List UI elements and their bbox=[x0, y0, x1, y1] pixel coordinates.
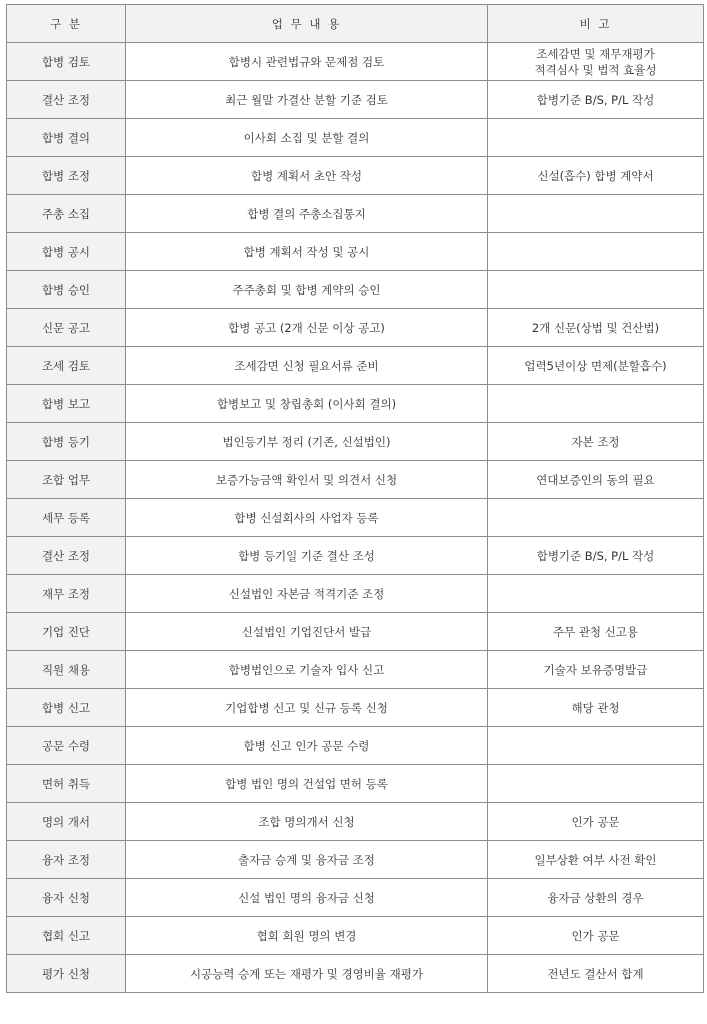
row-note-line: 기술자 보유증명발급 bbox=[543, 662, 648, 677]
row-category: 융자 신청 bbox=[7, 879, 126, 917]
row-category: 합병 조정 bbox=[7, 157, 126, 195]
row-work: 합병시 관련법규와 문제점 검토 bbox=[126, 43, 488, 81]
row-note-line: 전년도 결산서 합계 bbox=[547, 966, 644, 981]
row-note bbox=[488, 119, 704, 157]
header-category: 구 분 bbox=[7, 5, 126, 43]
row-category: 주총 소집 bbox=[7, 195, 126, 233]
table-row bbox=[7, 233, 704, 271]
table-row bbox=[7, 309, 704, 347]
row-note-line: 자본 조정 bbox=[571, 434, 620, 449]
row-category: 세무 등록 bbox=[7, 499, 126, 537]
row-note-line: 연대보증인의 동의 필요 bbox=[536, 472, 655, 487]
row-work: 합병법인으로 기술자 입사 신고 bbox=[126, 651, 488, 689]
table-row bbox=[7, 575, 704, 613]
row-note-line: 합병기준 B/S, P/L 작성 bbox=[536, 548, 655, 563]
row-note bbox=[488, 233, 704, 271]
row-category: 결산 조정 bbox=[7, 81, 126, 119]
row-note bbox=[488, 727, 704, 765]
row-work: 조합 명의개서 신청 bbox=[126, 803, 488, 841]
table-row bbox=[7, 765, 704, 803]
row-work: 조세감면 신청 필요서류 준비 bbox=[126, 347, 488, 385]
row-work: 신설 법인 명의 융자금 신청 bbox=[126, 879, 488, 917]
row-note bbox=[488, 651, 704, 689]
row-note bbox=[488, 575, 704, 613]
table-row bbox=[7, 651, 704, 689]
row-note bbox=[488, 309, 704, 347]
row-note bbox=[488, 271, 704, 309]
row-work: 협회 회원 명의 변경 bbox=[126, 917, 488, 955]
row-note bbox=[488, 879, 704, 917]
table-row bbox=[7, 879, 704, 917]
header-work: 업 무 내 용 bbox=[126, 5, 488, 43]
row-note-line: 해당 관청 bbox=[571, 700, 620, 715]
row-category: 합병 승인 bbox=[7, 271, 126, 309]
merger-procedure-table bbox=[6, 4, 704, 993]
row-note bbox=[488, 43, 704, 81]
row-category: 조합 업무 bbox=[7, 461, 126, 499]
row-work: 합병 결의 주총소집통지 bbox=[126, 195, 488, 233]
table-row bbox=[7, 157, 704, 195]
row-category: 기업 진단 bbox=[7, 613, 126, 651]
row-note bbox=[488, 423, 704, 461]
row-category: 합병 등기 bbox=[7, 423, 126, 461]
row-work: 합병 계획서 작성 및 공시 bbox=[126, 233, 488, 271]
row-note bbox=[488, 613, 704, 651]
row-work: 기업합병 신고 및 신규 등록 신청 bbox=[126, 689, 488, 727]
header-row bbox=[7, 5, 704, 43]
table-row bbox=[7, 195, 704, 233]
table-row bbox=[7, 461, 704, 499]
table-row bbox=[7, 385, 704, 423]
row-note bbox=[488, 499, 704, 537]
row-note bbox=[488, 81, 704, 119]
row-work: 합병보고 및 창립총회 (이사회 결의) bbox=[126, 385, 488, 423]
row-category: 면허 취득 bbox=[7, 765, 126, 803]
row-note-line: 적격심사 및 법적 효율성 bbox=[534, 62, 657, 77]
table-row bbox=[7, 43, 704, 81]
row-note bbox=[488, 461, 704, 499]
row-note-line: 융자금 상환의 경우 bbox=[547, 890, 644, 905]
row-note bbox=[488, 689, 704, 727]
header-note: 비 고 bbox=[488, 5, 704, 43]
table-row bbox=[7, 499, 704, 537]
row-note-line: 신설(흡수) 합병 계약서 bbox=[537, 168, 654, 183]
row-work: 합병 공고 (2개 신문 이상 공고) bbox=[126, 309, 488, 347]
row-category: 합병 공시 bbox=[7, 233, 126, 271]
row-category: 협회 신고 bbox=[7, 917, 126, 955]
row-note-line: 인가 공문 bbox=[571, 814, 620, 829]
table-row bbox=[7, 423, 704, 461]
row-category: 합병 검토 bbox=[7, 43, 126, 81]
row-work: 합병 신고 인가 공문 수령 bbox=[126, 727, 488, 765]
row-category: 합병 신고 bbox=[7, 689, 126, 727]
row-work: 이사회 소집 및 분할 결의 bbox=[126, 119, 488, 157]
row-category: 신문 공고 bbox=[7, 309, 126, 347]
table-row bbox=[7, 271, 704, 309]
table-header bbox=[7, 5, 704, 43]
table-row bbox=[7, 727, 704, 765]
row-note bbox=[488, 955, 704, 993]
row-category: 명의 개서 bbox=[7, 803, 126, 841]
table-row bbox=[7, 613, 704, 651]
row-category: 공문 수령 bbox=[7, 727, 126, 765]
table-row bbox=[7, 537, 704, 575]
row-note-line: 주무 관청 신고용 bbox=[552, 624, 639, 639]
row-work: 시공능력 승계 또는 재평가 및 경영비율 재평가 bbox=[126, 955, 488, 993]
row-category: 재무 조정 bbox=[7, 575, 126, 613]
row-note bbox=[488, 347, 704, 385]
row-note bbox=[488, 385, 704, 423]
row-work: 합병 신설회사의 사업자 등록 bbox=[126, 499, 488, 537]
row-work: 합병 계획서 초안 작성 bbox=[126, 157, 488, 195]
table-row bbox=[7, 955, 704, 993]
row-work: 합병 등기일 기준 결산 조성 bbox=[126, 537, 488, 575]
row-category: 평가 신청 bbox=[7, 955, 126, 993]
row-work: 출자금 승계 및 융자금 조정 bbox=[126, 841, 488, 879]
merger-procedure-table-wrapper bbox=[6, 4, 704, 993]
row-work: 합병 법인 명의 건설업 면허 등록 bbox=[126, 765, 488, 803]
row-note bbox=[488, 765, 704, 803]
row-work: 신설법인 기업진단서 발급 bbox=[126, 613, 488, 651]
row-note bbox=[488, 157, 704, 195]
row-work: 주주총회 및 합병 계약의 승인 bbox=[126, 271, 488, 309]
row-note-line: 인가 공문 bbox=[571, 928, 620, 943]
row-category: 합병 보고 bbox=[7, 385, 126, 423]
table-row bbox=[7, 689, 704, 727]
row-note-line: 일부상환 여부 사전 확인 bbox=[534, 852, 657, 867]
row-note bbox=[488, 841, 704, 879]
row-note-line: 합병기준 B/S, P/L 작성 bbox=[536, 92, 655, 107]
table-row bbox=[7, 81, 704, 119]
table-row bbox=[7, 803, 704, 841]
table-row bbox=[7, 917, 704, 955]
table-row bbox=[7, 841, 704, 879]
row-category: 결산 조정 bbox=[7, 537, 126, 575]
row-note bbox=[488, 195, 704, 233]
row-work: 최근 월말 가결산 분할 기준 검토 bbox=[126, 81, 488, 119]
row-category: 조세 검토 bbox=[7, 347, 126, 385]
row-work: 법인등기부 정리 (기존, 신설법인) bbox=[126, 423, 488, 461]
row-note bbox=[488, 917, 704, 955]
row-work: 신설법인 자본금 적격기준 조정 bbox=[126, 575, 488, 613]
row-category: 합병 결의 bbox=[7, 119, 126, 157]
row-note bbox=[488, 803, 704, 841]
row-note-line: 조세감면 및 재무재평가 bbox=[536, 46, 655, 61]
row-category: 직원 채용 bbox=[7, 651, 126, 689]
table-row bbox=[7, 347, 704, 385]
row-note-line: 2개 신문(상법 및 건산법) bbox=[531, 320, 660, 335]
table-body bbox=[7, 43, 704, 993]
row-work: 보증가능금액 확인서 및 의견서 신청 bbox=[126, 461, 488, 499]
row-category: 융자 조정 bbox=[7, 841, 126, 879]
row-note-line: 업력5년이상 면제(분할흡수) bbox=[524, 358, 667, 373]
row-note bbox=[488, 537, 704, 575]
table-row bbox=[7, 119, 704, 157]
